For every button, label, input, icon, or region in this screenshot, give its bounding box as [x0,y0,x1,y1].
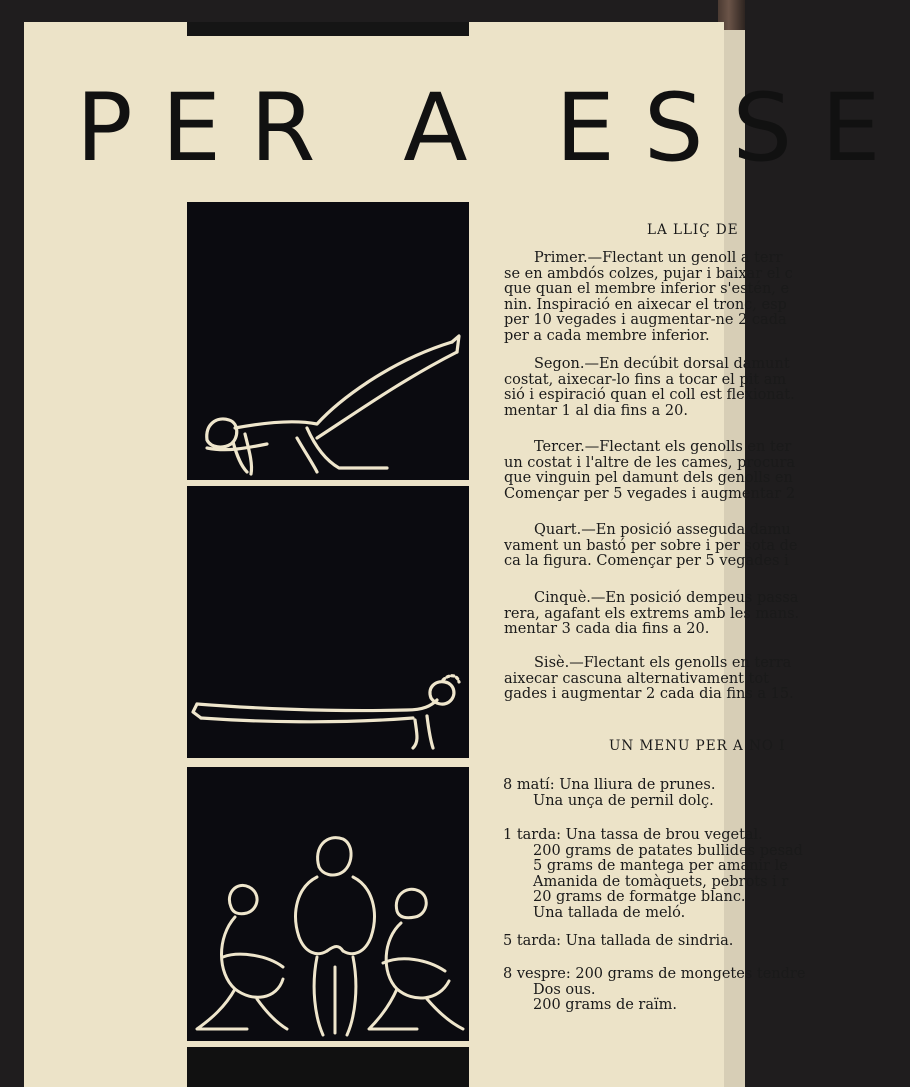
text-line: sió i espiració quan el coll est flexionat. [504,387,795,404]
menu-line: 200 grams de patates bullides pesad [533,842,803,859]
text-line: mentar 3 cada dia fins a 20. [504,621,710,638]
menu-line: Una unça de pernil dolç. [533,792,714,809]
menu-line: 1 tarda: Una tassa de brou vegetal. [503,827,763,843]
paragraph-tercer [504,440,795,502]
paragraph-primer [504,251,793,345]
menu-block-morning [503,778,715,809]
text-line: ca la figura. Començar per 5 vegades i [504,553,789,570]
text-line: nin. Inspiració en aixecar el tronc, esp [504,296,787,313]
menu-line: 8 vespre: 200 grams de mongetes tendre [503,966,806,982]
menu-line: Una tallada de meló. [533,904,686,921]
three-figures-illustration [187,767,469,1041]
text-line: aixecar cascuna alternativament tot [504,670,770,687]
text-line: Tercer.—Flectant els genolls en ter [534,439,792,455]
menu-block-lunch [503,828,803,922]
text-line: un costat i l'altre de les cames, procura [504,454,796,471]
text-line: rera, agafant els extrems amb les mans. [504,605,800,622]
kneeling-exercise-figure [187,202,469,480]
magazine-page [24,22,910,1087]
paragraph-cinque [504,591,799,638]
menu-block-evening [503,967,805,1014]
paragraph-quart [504,523,798,570]
text-line: Cinquè.—En posició dempeus passa [534,590,799,606]
section-heading-lesson: LA LLIÇ DE [647,222,739,238]
text-line: per 10 vegades i augmentar-ne 2 cada [504,312,787,329]
menu-block-afternoon [503,934,733,950]
menu-line: 20 grams de formatge blanc. [533,889,746,906]
text-line: que quan el membre inferior s'estén, e [504,281,790,298]
text-line: vament un bastó per sobre i per sota de [504,537,798,554]
menu-line: Dos ous. [533,981,596,998]
illustration-panel-plank [187,486,469,758]
top-black-bar [187,22,469,36]
plank-exercise-figure [187,486,469,758]
text-line: Quart.—En posició asseguda damu [534,522,791,538]
menu-line: 5 tarda: Una tallada de sindria. [503,933,734,949]
text-line: Començar per 5 vegades i augmentar 2 [504,485,796,502]
text-line: Primer.—Flectant un genoll a terr [534,250,783,266]
text-line: gades i augmentar 2 cada dia fins a 15. [504,686,794,703]
menu-line: 200 grams de raïm. [533,997,677,1014]
headline: PER A ESSE [76,74,910,183]
section-heading-menu: UN MENU PER A NO I [609,738,786,754]
bottom-black-bar [187,1047,469,1087]
paragraph-sise [504,656,794,703]
text-line: mentar 1 al dia fins a 20. [504,402,688,419]
text-line: costat, aixecar-lo fins a tocar el pit am [504,371,787,388]
paragraph-segon [504,357,795,419]
illustration-panel-three-figures [187,767,469,1041]
menu-line: 8 matí: Una lliura de prunes. [503,777,716,793]
text-line: Sisè.—Flectant els genolls en terra [534,655,792,671]
menu-line: Amanida de tomàquets, pebrots i r [533,873,789,890]
menu-line: 5 grams de mantega per amanir le [533,858,788,875]
illustration-panel-kneeling [187,202,469,480]
text-line: per a cada membre inferior. [504,327,710,344]
text-line: se en ambdós colzes, pujar i baixar el c [504,265,793,282]
text-line: Segon.—En decúbit dorsal damunt [534,356,790,372]
text-line: que vinguin pel damunt dels genolls en [504,470,793,487]
